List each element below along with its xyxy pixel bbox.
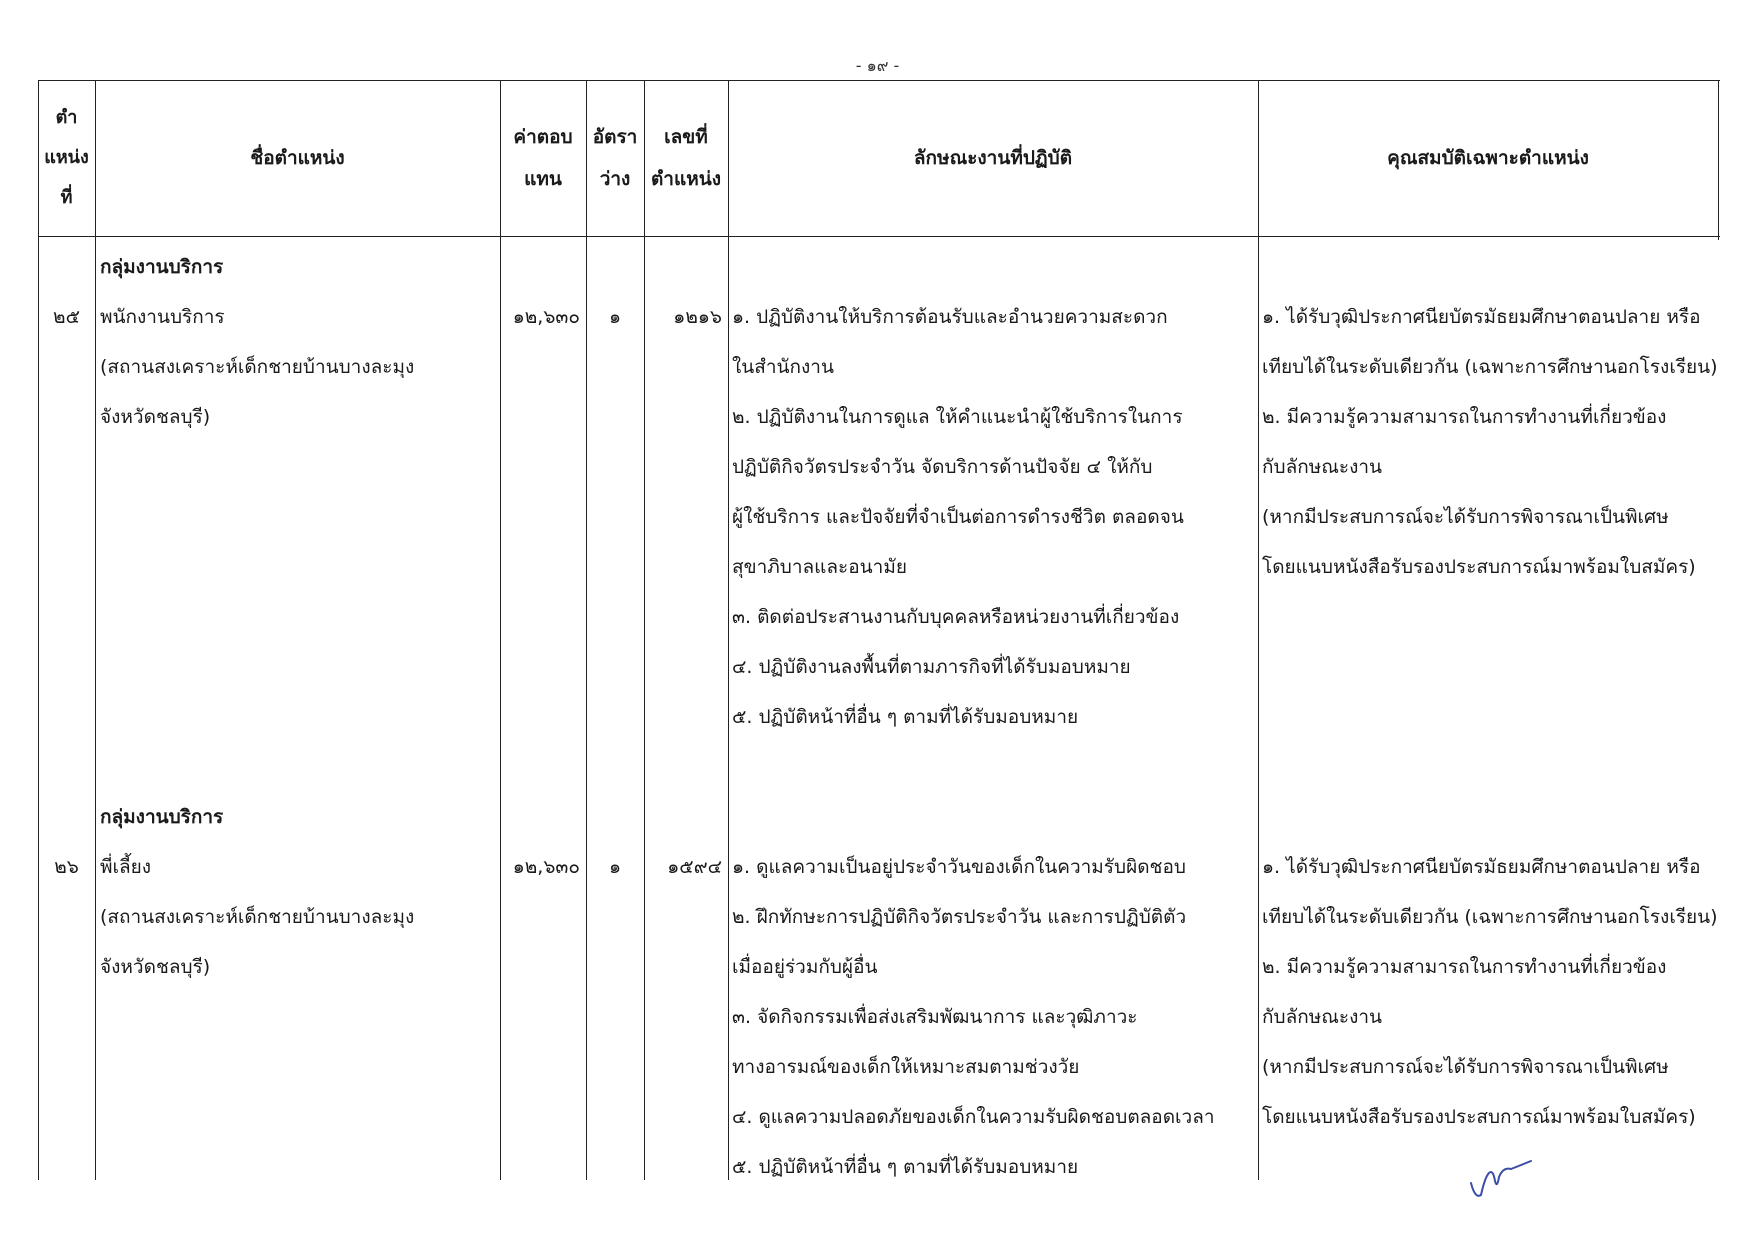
row-1-duty-line-9: ๕. ปฏิบัติหน้าที่อื่น ๆ ตามที่ได้รับมอบหมาย xyxy=(732,706,1079,728)
row-2-duty-line-2: ๒. ฝึกทักษะการปฏิบัติกิจวัตรประจำวัน และการปฏิบัติตัว xyxy=(732,906,1187,928)
row-1-qualification-line-5: (หากมีประสบการณ์จะได้รับการพิจารณาเป็นพิเศษ xyxy=(1262,506,1669,528)
row-1-duty-line-8: ๔. ปฏิบัติงานลงพื้นที่ตามภารกิจที่ได้รับมอบหมาย xyxy=(732,656,1131,678)
row-2-qualification-line-3: ๒. มีความรู้ความสามารถในการทำงานที่เกี่ยวข้อง xyxy=(1262,956,1667,978)
header-salary-line-2: แทน xyxy=(524,168,562,190)
row-2-duty-line-6: ๔. ดูแลความปลอดภัยของเด็กในความรับผิดชอบตลอดเวลา xyxy=(732,1106,1215,1128)
row-1-qualification-line-3: ๒. มีความรู้ความสามารถในการทำงานที่เกี่ยวข้อง xyxy=(1262,406,1667,428)
row-1-title: พนักงานบริการ xyxy=(100,306,225,328)
row-2-salary: ๑๒,๖๓๐ xyxy=(512,856,580,878)
handwritten-signature xyxy=(1465,1155,1535,1205)
col-border-3 xyxy=(586,80,587,1180)
row-1-duty-line-3: ๒. ปฏิบัติงานในการดูแล ให้คำแนะนำผู้ใช้บริการในการ xyxy=(732,406,1183,428)
col-border-5 xyxy=(728,80,729,1180)
row-2-qualification-line-1: ๑. ได้รับวุฒิประกาศนียบัตรมัธยมศึกษาตอนปลาย หรือ xyxy=(1262,856,1701,878)
positions-table xyxy=(38,80,1720,1200)
col-border-2 xyxy=(500,80,501,1180)
header-job-description: ลักษณะงานที่ปฏิบัติ xyxy=(913,147,1073,169)
row-1-vacancy: ๑ xyxy=(608,306,622,328)
row-2-duty-line-3: เมื่ออยู่ร่วมกับผู้อื่น xyxy=(732,956,878,978)
row-1-qualification-line-4: กับลักษณะงาน xyxy=(1262,456,1383,478)
row-2-vacancy: ๑ xyxy=(608,856,622,878)
row-2-location-line-1: (สถานสงเคราะห์เด็กชายบ้านบางละมุง xyxy=(100,906,415,928)
header-qualifications: คุณสมบัติเฉพาะตำแหน่ง xyxy=(1387,147,1589,169)
row-1-duty-line-2: ในสำนักงาน xyxy=(732,356,834,378)
row-1-no: ๒๕ xyxy=(53,306,80,328)
header-salary xyxy=(500,80,586,236)
row-1-salary: ๑๒,๖๓๐ xyxy=(512,306,580,328)
header-position-id-line-2: ตำแหน่ง xyxy=(650,168,722,190)
header-vacancy-line-2: ว่าง xyxy=(599,168,631,190)
header-vacancy xyxy=(586,80,644,236)
row-1-qualification-line-1: ๑. ได้รับวุฒิประกาศนียบัตรมัธยมศึกษาตอนปลาย หรือ xyxy=(1262,306,1701,328)
row-1-qualification-line-2: เทียบได้ในระดับเดียวกัน (เฉพาะการศึกษานอกโรงเรียน) xyxy=(1262,356,1718,378)
row-1-group: กลุ่มงานบริการ xyxy=(100,256,224,278)
row-2-position-id: ๑๕๙๔ xyxy=(667,856,722,878)
row-2-qualification-line-4: กับลักษณะงาน xyxy=(1262,1006,1383,1028)
row-1-duty-line-6: สุขาภิบาลและอนามัย xyxy=(732,556,907,578)
row-2-qualification-line-2: เทียบได้ในระดับเดียวกัน (เฉพาะการศึกษานอกโรงเรียน) xyxy=(1262,906,1718,928)
row-1-duty-line-5: ผู้ใช้บริการ และปัจจัยที่จำเป็นต่อการดำรงชีวิต ตลอดจน xyxy=(732,506,1184,528)
header-vacancy-line-1: อัตรา xyxy=(592,126,638,148)
col-border-1 xyxy=(95,80,96,1180)
row-1-position-id: ๑๒๑๖ xyxy=(673,306,722,328)
row-2-duty-line-4: ๓. จัดกิจกรรมเพื่อส่งเสริมพัฒนาการ และวุฒิภาวะ xyxy=(732,1006,1138,1028)
row-1-duty-line-4: ปฏิบัติกิจวัตรประจำวัน จัดบริการด้านปัจจัย ๔ ให้กับ xyxy=(732,456,1153,478)
row-1-location-line-1: (สถานสงเคราะห์เด็กชายบ้านบางละมุง xyxy=(100,356,415,378)
row-2-duty-line-1: ๑. ดูแลความเป็นอยู่ประจำวันของเด็กในความรับผิดชอบ xyxy=(732,856,1186,878)
header-position-id xyxy=(644,80,728,236)
header-position-no xyxy=(38,80,95,236)
row-1-qualification-line-6: โดยแนบหนังสือรับรองประสบการณ์มาพร้อมใบสมัคร) xyxy=(1262,556,1696,578)
header-bottom-border xyxy=(38,236,1720,237)
row-1-duty-line-7: ๓. ติดต่อประสานงานกับบุคคลหรือหน่วยงานที่เกี่ยวข้อง xyxy=(732,606,1180,628)
header-salary-line-1: ค่าตอบ xyxy=(513,126,573,148)
page-number: - ๑๙ - xyxy=(855,56,900,75)
col-border-7 xyxy=(1718,80,1719,240)
header-position-id-line-1: เลขที่ xyxy=(664,126,708,148)
row-2-location-line-2: จังหวัดชลบุรี) xyxy=(100,956,211,978)
row-1-duty-line-1: ๑. ปฏิบัติงานให้บริการต้อนรับและอำนวยความสะดวก xyxy=(732,306,1168,328)
row-2-group: กลุ่มงานบริการ xyxy=(100,806,224,828)
col-border-6 xyxy=(1258,80,1259,1180)
row-2-duty-line-7: ๕. ปฏิบัติหน้าที่อื่น ๆ ตามที่ได้รับมอบหมาย xyxy=(732,1156,1079,1178)
header-position-no-line-1: ตำ xyxy=(55,107,78,128)
col-border-4 xyxy=(644,80,645,1180)
row-2-qualification-line-5: (หากมีประสบการณ์จะได้รับการพิจารณาเป็นพิเศษ xyxy=(1262,1056,1669,1078)
row-2-no: ๒๖ xyxy=(54,856,79,878)
row-2-title: พี่เลี้ยง xyxy=(100,856,152,878)
col-border-0 xyxy=(38,80,39,1180)
row-2-qualification-line-6: โดยแนบหนังสือรับรองประสบการณ์มาพร้อมใบสมัคร) xyxy=(1262,1106,1696,1128)
header-position-name: ชื่อตำแหน่ง xyxy=(250,147,345,169)
header-position-no-line-2: แหน่ง xyxy=(44,147,89,168)
row-2-duty-line-5: ทางอารมณ์ของเด็กให้เหมาะสมตามช่วงวัย xyxy=(732,1056,1080,1078)
header-position-no-line-3: ที่ xyxy=(60,187,73,208)
row-1-location-line-2: จังหวัดชลบุรี) xyxy=(100,406,211,428)
